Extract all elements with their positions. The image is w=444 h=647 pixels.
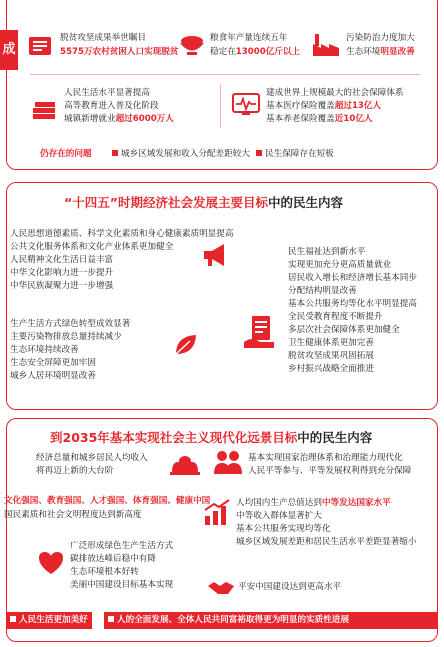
list-item: 公共文化服务体系和文化产业体系更加健全 xyxy=(10,242,174,252)
vision-green xyxy=(70,540,173,592)
list-item: 全民受教育程度不断提升 xyxy=(288,312,383,322)
achievement-living-line1: 人民生活水平显著提高 xyxy=(64,88,150,98)
list-item: 生态环境持续改善 xyxy=(10,345,79,355)
list-item: 人民思想道德素质、科学文化素质和身心健康素质明显提高 xyxy=(10,229,234,239)
list-item: 乡村振兴战略全面推进 xyxy=(288,364,374,374)
list-item: 中华文化影响力进一步提升 xyxy=(10,268,114,278)
column-divider xyxy=(220,84,221,128)
achievement-pollution-line2: 生态环境明显改善 xyxy=(346,47,415,57)
list-item: 脱贫攻坚成果巩固拓展 xyxy=(288,351,374,361)
footer-bar-development: 人的全面发展、全体人民共同富裕取得更为明显的实质性进展 xyxy=(104,612,438,629)
handshake-icon xyxy=(206,576,236,600)
list-item: 民生福祉达到新水平 xyxy=(288,247,366,257)
list-item: 碳排放达峰后稳中有降 xyxy=(70,554,156,564)
factory-icon xyxy=(310,28,342,60)
achievement-poverty-line1: 脱贫攻坚成果举世瞩目 xyxy=(60,33,146,43)
list-item: 中华民族凝聚力进一步增强 xyxy=(10,281,114,291)
medical-monitor-icon xyxy=(230,88,262,120)
achievement-grain-line1: 粮食年产量连续五年 xyxy=(210,33,288,43)
vision-income xyxy=(36,452,148,478)
list-item: 人民平等参与、平等发展权利得到充分保障 xyxy=(248,466,412,476)
list-item: 基本公共服务均等化水平明显提高 xyxy=(288,299,417,309)
leaf-icon xyxy=(170,330,200,360)
gold-ingot-icon xyxy=(168,450,202,478)
section2-title: “十四五”时期经济社会发展主要目标中的民生内容 xyxy=(64,195,343,210)
list-item: 居民收入增长和经济增长基本同步 xyxy=(288,273,417,283)
list-item: 分配结构明显改善 xyxy=(288,286,357,296)
bullet-square xyxy=(112,150,118,156)
achievement-living-line3: 城镇新增就业超过6000万人 xyxy=(64,114,174,124)
achievement-security-line1: 建成世界上规模最大的社会保障体系 xyxy=(266,88,404,98)
list-item: 生态环境根本好转 xyxy=(70,567,139,577)
bullet-square xyxy=(256,150,262,156)
poverty-alleviation-icon xyxy=(24,30,56,62)
list-item: 生产生活方式绿色转型成效显著 xyxy=(10,319,131,329)
left-group-environment xyxy=(10,318,130,383)
achievement-security-line2: 基本医疗保险覆盖超过13亿人 xyxy=(266,101,382,111)
achievement-poverty-line2: 5575万农村贫困人口实现脱贫 xyxy=(60,47,179,57)
list-item: 基本实现国家治理体系和治理能力现代化 xyxy=(248,453,403,463)
achievement-security-line3: 基本养老保险覆盖近10亿人 xyxy=(266,114,373,124)
list-item: 经济总量和城乡居民人均收入 xyxy=(36,453,148,463)
footer-bar-life: 人民生活更加美好 xyxy=(6,612,92,629)
list-item: 美丽中国建设目标基本实现 xyxy=(70,580,174,590)
vision-strong-nation: 文化强国、教育强国、人才强国、体育强国、健康中国 xyxy=(4,496,211,506)
problems-label: 仍存在的问题 xyxy=(40,149,92,159)
list-item: 主要污染物排放总量持续减少 xyxy=(10,332,122,342)
people-icon xyxy=(212,448,244,478)
list-item: 城乡人居环境明显改善 xyxy=(10,371,96,381)
list-item: 城乡区域发展差距和居民生活水平差距显著缩小 xyxy=(236,537,417,547)
section3-title: 到2035年基本实现社会主义现代化远景目标中的民生内容 xyxy=(50,430,373,445)
achievement-living-line2: 高等教育进入普及化阶段 xyxy=(64,101,159,111)
grain-bowl-icon xyxy=(176,28,208,60)
bullet-square xyxy=(10,616,16,622)
achievement-pollution-line1: 污染防治力度加大 xyxy=(346,33,415,43)
list-item: 将再迈上新的大台阶 xyxy=(36,466,114,476)
list-item: 人民精神文化生活日益丰富 xyxy=(10,255,114,265)
problem-item-2: 民生保障存在短板 xyxy=(256,148,334,161)
leaf-heart-icon xyxy=(36,548,66,578)
chart-growth-icon xyxy=(202,498,232,528)
achievement-grain-line2: 稳定在13000亿斤以上 xyxy=(210,47,301,57)
megaphone-icon xyxy=(200,240,230,270)
list-item: 卫生健康体系更加完善 xyxy=(288,338,374,348)
list-item: 中等收入群体显著扩大 xyxy=(236,511,322,521)
achievements-panel xyxy=(6,0,438,170)
row-divider xyxy=(30,74,420,75)
section-tag xyxy=(0,30,18,70)
problem-item-1: 城乡区域发展和收入分配差距较大 xyxy=(112,148,250,161)
right-list-welfare xyxy=(288,246,417,376)
vision-gdp: 人均国内生产总值达到中等发达国家水平 xyxy=(236,498,391,508)
list-item: 基本公共服务实现均等化 xyxy=(236,524,331,534)
list-item: 生态安全屏障更加牢固 xyxy=(10,358,96,368)
vision-income-distribution xyxy=(236,510,416,549)
vision-governance xyxy=(248,452,411,478)
vision-civilization: 国民素质和社会文明程度达到新高度 xyxy=(4,510,142,520)
books-icon xyxy=(28,90,60,122)
vision-safety: 平安中国建设达到更高水平 xyxy=(238,582,342,592)
list-item: 广泛形成绿色生产生活方式 xyxy=(70,541,174,551)
bullet-square xyxy=(108,616,114,622)
list-item: 多层次社会保障体系更加健全 xyxy=(288,325,400,335)
hand-document-icon xyxy=(240,312,280,352)
section-tag-char: 成 xyxy=(2,42,16,57)
list-item: 实现更加充分更高质量就业 xyxy=(288,260,392,270)
